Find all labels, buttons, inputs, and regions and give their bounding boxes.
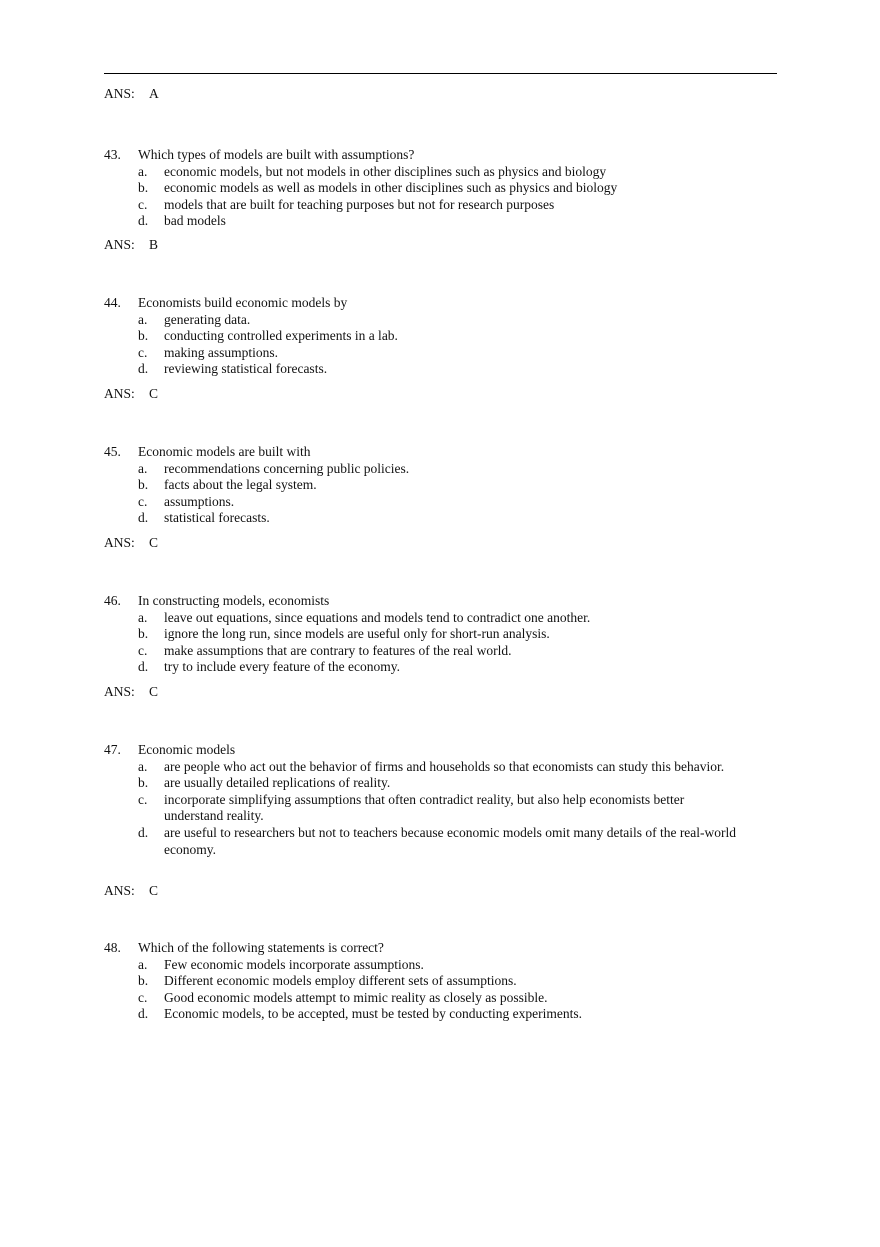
choice-text: economic models, but not models in other disciplines such as physics and biology xyxy=(164,163,607,179)
question-stem xyxy=(104,444,744,461)
answer-value: A xyxy=(149,86,159,101)
answer-line xyxy=(104,237,158,254)
choice-letter: c. xyxy=(138,989,148,1005)
choice-text: assumptions. xyxy=(164,493,235,509)
choice-list xyxy=(104,461,744,527)
choice-text: reviewing statistical forecasts. xyxy=(164,361,328,377)
question-text: Which types of models are built with assumptions? xyxy=(138,147,415,162)
choice-d xyxy=(104,510,744,527)
choice-letter: a. xyxy=(138,609,148,625)
choice-letter: c. xyxy=(138,344,148,360)
question-43 xyxy=(104,147,744,230)
question-stem xyxy=(104,593,744,610)
choice-text: try to include every feature of the economy. xyxy=(164,659,401,675)
question-stem xyxy=(104,742,744,759)
choice-a xyxy=(104,164,744,181)
choice-text: generating data. xyxy=(164,311,251,327)
question-text: Economic models xyxy=(138,742,236,757)
choice-a xyxy=(104,759,744,776)
choice-text: Few economic models incorporate assumptions. xyxy=(164,956,424,972)
question-number: 43. xyxy=(104,147,121,162)
answer-value: B xyxy=(149,237,159,252)
choice-letter: a. xyxy=(138,758,148,774)
choice-d xyxy=(104,825,744,858)
answer-line xyxy=(104,883,158,900)
answer-label: ANS: xyxy=(104,535,135,550)
question-46 xyxy=(104,593,744,676)
choice-letter: b. xyxy=(138,973,149,989)
choice-c xyxy=(104,990,744,1007)
choice-text: Different economic models employ different sets of assumptions. xyxy=(164,973,517,989)
question-48 xyxy=(104,940,744,1023)
choice-letter: c. xyxy=(138,642,148,658)
question-text: In constructing models, economists xyxy=(138,593,330,608)
choice-letter: b. xyxy=(138,775,149,791)
choice-letter: d. xyxy=(138,1006,149,1022)
answer-label: ANS: xyxy=(104,237,135,252)
choice-b xyxy=(104,328,744,345)
choice-c xyxy=(104,345,744,362)
answer-line xyxy=(104,535,158,552)
choice-letter: b. xyxy=(138,180,149,196)
choice-letter: b. xyxy=(138,626,149,642)
choice-b xyxy=(104,477,744,494)
choice-list xyxy=(104,759,744,859)
answer-line xyxy=(104,386,158,403)
question-number: 48. xyxy=(104,940,121,955)
choice-letter: b. xyxy=(138,328,149,344)
question-number: 45. xyxy=(104,444,121,459)
choice-a xyxy=(104,461,744,478)
question-44 xyxy=(104,295,744,378)
choice-a xyxy=(104,957,744,974)
choice-d xyxy=(104,361,744,378)
choice-text: statistical forecasts. xyxy=(164,510,270,526)
choice-letter: a. xyxy=(138,311,148,327)
answer-label: ANS: xyxy=(104,684,135,699)
choice-d xyxy=(104,1006,744,1023)
choice-letter: a. xyxy=(138,956,148,972)
choice-text: making assumptions. xyxy=(164,344,278,360)
question-text: Economists build economic models by xyxy=(138,295,348,310)
question-number: 44. xyxy=(104,295,121,310)
choice-text: leave out equations, since equations and models tend to contradict one another. xyxy=(164,609,591,625)
question-47 xyxy=(104,742,744,858)
answer-line xyxy=(104,684,158,701)
choice-d xyxy=(104,213,744,230)
choice-c xyxy=(104,197,744,214)
choice-text: are people who act out the behavior of firms and households so that economists can study this behavior. xyxy=(164,758,725,774)
choice-letter: d. xyxy=(138,659,149,675)
choice-text: conducting controlled experiments in a lab. xyxy=(164,328,398,344)
choice-text: are usually detailed replications of reality. xyxy=(164,775,391,791)
question-number: 46. xyxy=(104,593,121,608)
choice-letter: c. xyxy=(138,196,148,212)
choice-text: Good economic models attempt to mimic reality as closely as possible. xyxy=(164,989,548,1005)
question-text: Which of the following statements is correct? xyxy=(138,940,384,955)
choice-letter: d. xyxy=(138,510,149,526)
choice-list xyxy=(104,312,744,378)
choice-a xyxy=(104,610,744,627)
answer-label: ANS: xyxy=(104,386,135,401)
choice-text: incorporate simplifying assumptions that often contradict reality, but also help economists better understand reality. xyxy=(164,791,685,824)
choice-text: models that are built for teaching purposes but not for research purposes xyxy=(164,196,555,212)
choice-text: Economic models, to be accepted, must be tested by conducting experiments. xyxy=(164,1006,583,1022)
choice-b xyxy=(104,626,744,643)
answer-value: C xyxy=(149,386,159,401)
choice-letter: d. xyxy=(138,361,149,377)
question-stem xyxy=(104,147,744,164)
choice-d xyxy=(104,659,744,676)
choice-text: economic models as well as models in other disciplines such as physics and biology xyxy=(164,180,618,196)
choice-text: are useful to researchers but not to teachers because economic models omit many details of the real-world economy. xyxy=(164,824,737,857)
answer-line xyxy=(104,86,159,103)
choice-list xyxy=(104,610,744,676)
choice-letter: a. xyxy=(138,163,148,179)
choice-letter: d. xyxy=(138,824,149,840)
answer-value: C xyxy=(149,883,159,898)
question-number: 47. xyxy=(104,742,121,757)
choice-list xyxy=(104,957,744,1023)
answer-value: C xyxy=(149,684,159,699)
question-text: Economic models are built with xyxy=(138,444,311,459)
answer-label: ANS: xyxy=(104,883,135,898)
answer-value: C xyxy=(149,535,159,550)
choice-b xyxy=(104,775,744,792)
choice-c xyxy=(104,494,744,511)
choice-text: recommendations concerning public policies. xyxy=(164,460,410,476)
question-stem xyxy=(104,940,744,957)
choice-c xyxy=(104,643,744,660)
choice-letter: c. xyxy=(138,493,148,509)
top-rule xyxy=(104,73,777,74)
choice-letter: d. xyxy=(138,213,149,229)
choice-text: bad models xyxy=(164,213,226,229)
choice-letter: c. xyxy=(138,791,148,807)
choice-text: make assumptions that are contrary to features of the real world. xyxy=(164,642,512,658)
choice-b xyxy=(104,180,744,197)
choice-list xyxy=(104,164,744,230)
answer-label: ANS: xyxy=(104,86,135,101)
choice-text: facts about the legal system. xyxy=(164,477,317,493)
choice-text: ignore the long run, since models are useful only for short-run analysis. xyxy=(164,626,550,642)
question-45 xyxy=(104,444,744,527)
choice-c xyxy=(104,792,744,825)
question-stem xyxy=(104,295,744,312)
choice-letter: b. xyxy=(138,477,149,493)
choice-a xyxy=(104,312,744,329)
choice-letter: a. xyxy=(138,460,148,476)
choice-b xyxy=(104,973,744,990)
